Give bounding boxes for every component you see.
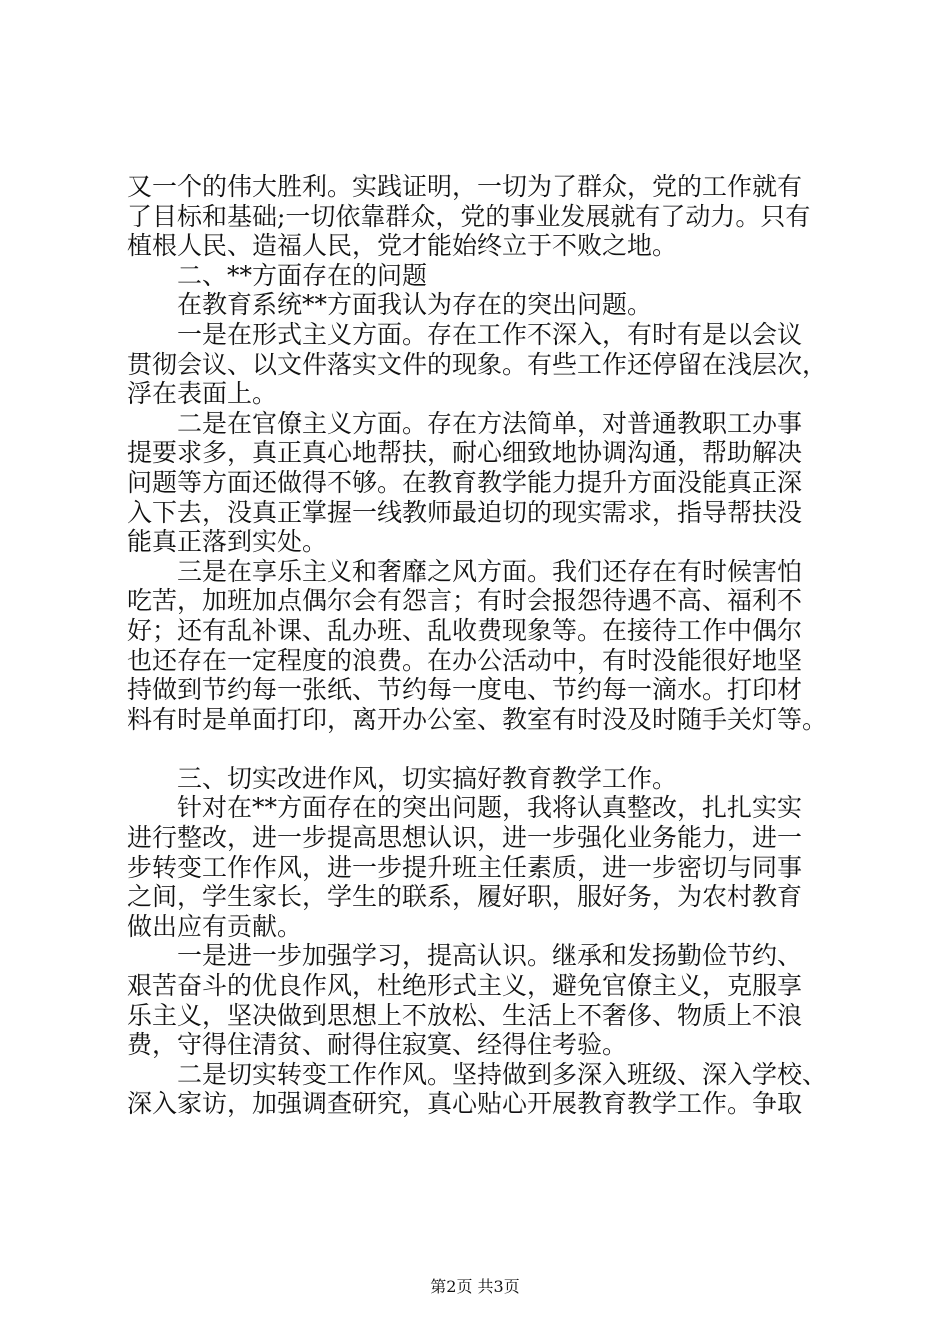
text-line: 三是在享乐主义和奢靡之风方面。我们还存在有时候害怕	[127, 556, 803, 586]
text-line: 浮在表面上。	[127, 379, 278, 409]
text-line: 深入家访，加强调查研究，真心贴心开展教育教学工作。争取	[127, 1089, 803, 1119]
text-line: 三、切实改进作风，切实搞好教育教学工作。	[127, 763, 678, 793]
text-line: 步转变工作作风，进一步提升班主任素质，进一步密切与同事	[127, 852, 803, 882]
text-line: 艰苦奋斗的优良作风，杜绝形式主义，避免官僚主义，克服享	[127, 971, 803, 1001]
text-line: 又一个的伟大胜利。实践证明，一切为了群众，党的工作就有	[127, 172, 803, 201]
text-line: 吃苦，加班加点偶尔会有怨言；有时会报怨待遇不高、福利不	[127, 586, 803, 616]
text-line: 进行整改，进一步提高思想认识，进一步强化业务能力，进一	[127, 823, 803, 853]
text-line: 料有时是单面打印，离开办公室、教室有时没及时随手关灯等。	[127, 704, 828, 734]
text-line: 持做到节约每一张纸、节约每一度电、节约每一滴水。打印材	[127, 675, 803, 705]
text-line: 植根人民、造福人民，党才能始终立于不败之地。	[127, 231, 678, 261]
document-body	[127, 172, 827, 1119]
text-line: 问题等方面还做得不够。在教育教学能力提升方面没能真正深	[127, 467, 803, 497]
text-line	[127, 734, 827, 764]
text-line: 二、**方面存在的问题	[127, 260, 428, 290]
text-line: 能真正落到实处。	[127, 527, 328, 557]
text-line: 贯彻会议、以文件落实文件的现象。有些工作还停留在浅层次，	[127, 349, 828, 379]
text-line: 也还存在一定程度的浪费。在办公活动中，有时没能很好地坚	[127, 645, 803, 675]
text-line: 二是切实转变工作作风。坚持做到多深入班级、深入学校、	[127, 1059, 828, 1089]
text-line: 费，守得住清贫、耐得住寂寞、经得住考验。	[127, 1030, 628, 1060]
text-line: 提要求多，真正真心地帮扶，耐心细致地协调沟通，帮助解决	[127, 438, 803, 468]
page-footer: 第2页 共3页	[430, 1277, 520, 1296]
text-line: 针对在**方面存在的突出问题，我将认真整改，扎扎实实	[127, 793, 803, 823]
text-line: 在教育系统**方面我认为存在的突出问题。	[127, 290, 653, 320]
text-line: 做出应有贡献。	[127, 911, 303, 941]
text-line: 二是在官僚主义方面。存在方法简单，对普通教职工办事	[127, 408, 803, 438]
text-line: 了目标和基础;一切依靠群众，党的事业发展就有了动力。只有	[127, 201, 811, 231]
text-line: 好；还有乱补课、乱办班、乱收费现象等。在接待工作中偶尔	[127, 615, 803, 645]
text-line: 一是进一步加强学习，提高认识。继承和发扬勤俭节约、	[127, 941, 803, 971]
text-line: 之间，学生家长，学生的联系，履好职，服好务，为农村教育	[127, 882, 803, 912]
text-line: 乐主义，坚决做到思想上不放松、生活上不奢侈、物质上不浪	[127, 1000, 803, 1030]
text-line: 入下去，没真正掌握一线教师最迫切的现实需求，指导帮扶没	[127, 497, 803, 527]
text-line: 一是在形式主义方面。存在工作不深入，有时有是以会议	[127, 319, 803, 349]
